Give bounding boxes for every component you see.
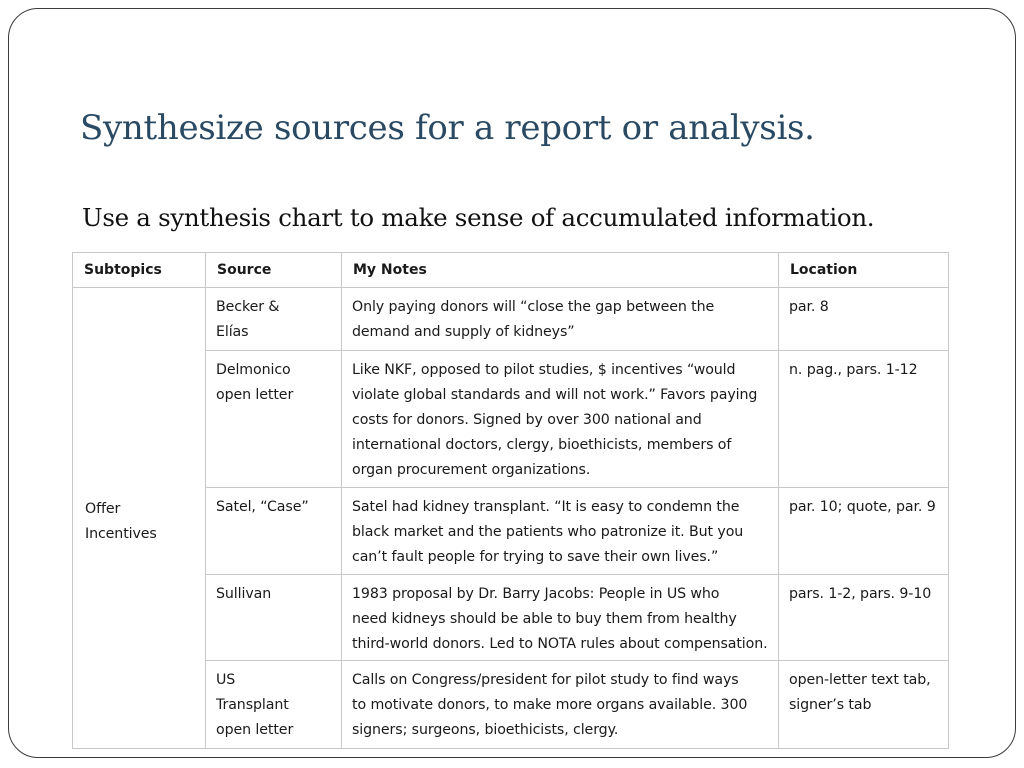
location-cell — [779, 488, 949, 575]
notes-cell — [342, 575, 779, 661]
source-text: Sullivan — [216, 586, 272, 602]
notes-cell — [342, 351, 779, 488]
source-cell — [206, 488, 342, 575]
slide-title: Synthesize sources for a report or analysis. — [80, 108, 815, 148]
notes-text: Only paying donors will “close the gap between the demand and supply of kidneys” — [352, 299, 715, 340]
location-text: open-letter text tab, signer’s tab — [789, 672, 931, 713]
slide-subtitle: Use a synthesis chart to make sense of accumulated information. — [82, 203, 875, 232]
location-text: par. 8 — [789, 299, 829, 315]
source-cell — [206, 575, 342, 661]
source-text: Delmonico open letter — [216, 362, 294, 403]
source-text: US Transplant open letter — [216, 672, 294, 738]
source-text: Becker & Elías — [216, 299, 280, 340]
location-cell — [779, 288, 949, 351]
location-cell — [779, 575, 949, 661]
location-cell — [779, 351, 949, 488]
table-row — [73, 288, 949, 351]
notes-cell — [342, 288, 779, 351]
header-subtopics: Subtopics — [73, 253, 206, 288]
header-my-notes: My Notes — [342, 253, 779, 288]
location-text: pars. 1-2, pars. 9-10 — [789, 586, 932, 602]
source-cell — [206, 661, 342, 749]
subtopic-label: Offer Incentives — [85, 500, 157, 542]
subtopic-cell — [73, 288, 206, 749]
notes-text: Calls on Congress/president for pilot study to find ways to motivate donors, to make more organs available. 300 signers; surgeons, bioethicists, clergy. — [352, 672, 748, 738]
location-text: n. pag., pars. 1-12 — [789, 362, 918, 378]
header-source: Source — [206, 253, 342, 288]
synthesis-chart-table — [72, 252, 949, 749]
source-cell — [206, 288, 342, 351]
header-location: Location — [779, 253, 949, 288]
notes-text: Like NKF, opposed to pilot studies, $ incentives “would violate global standards and will not work.” Favors paying costs for donors. Signed by over 300 national and international doctors, clergy, bioethicists, members of organ procurement organizations. — [352, 362, 758, 478]
table-header-row — [73, 253, 949, 288]
notes-cell — [342, 661, 779, 749]
source-cell — [206, 351, 342, 488]
location-text: par. 10; quote, par. 9 — [789, 499, 936, 515]
notes-cell — [342, 488, 779, 575]
notes-text: 1983 proposal by Dr. Barry Jacobs: People in US who need kidneys should be able to buy them from healthy third-world donors. Led to NOTA rules about compensation. — [352, 586, 768, 652]
source-text: Satel, “Case” — [216, 499, 309, 515]
location-cell — [779, 661, 949, 749]
notes-text: Satel had kidney transplant. “It is easy to condemn the black market and the patients who patronize it. But you can’t fault people for trying to save their own lives.” — [352, 499, 744, 565]
